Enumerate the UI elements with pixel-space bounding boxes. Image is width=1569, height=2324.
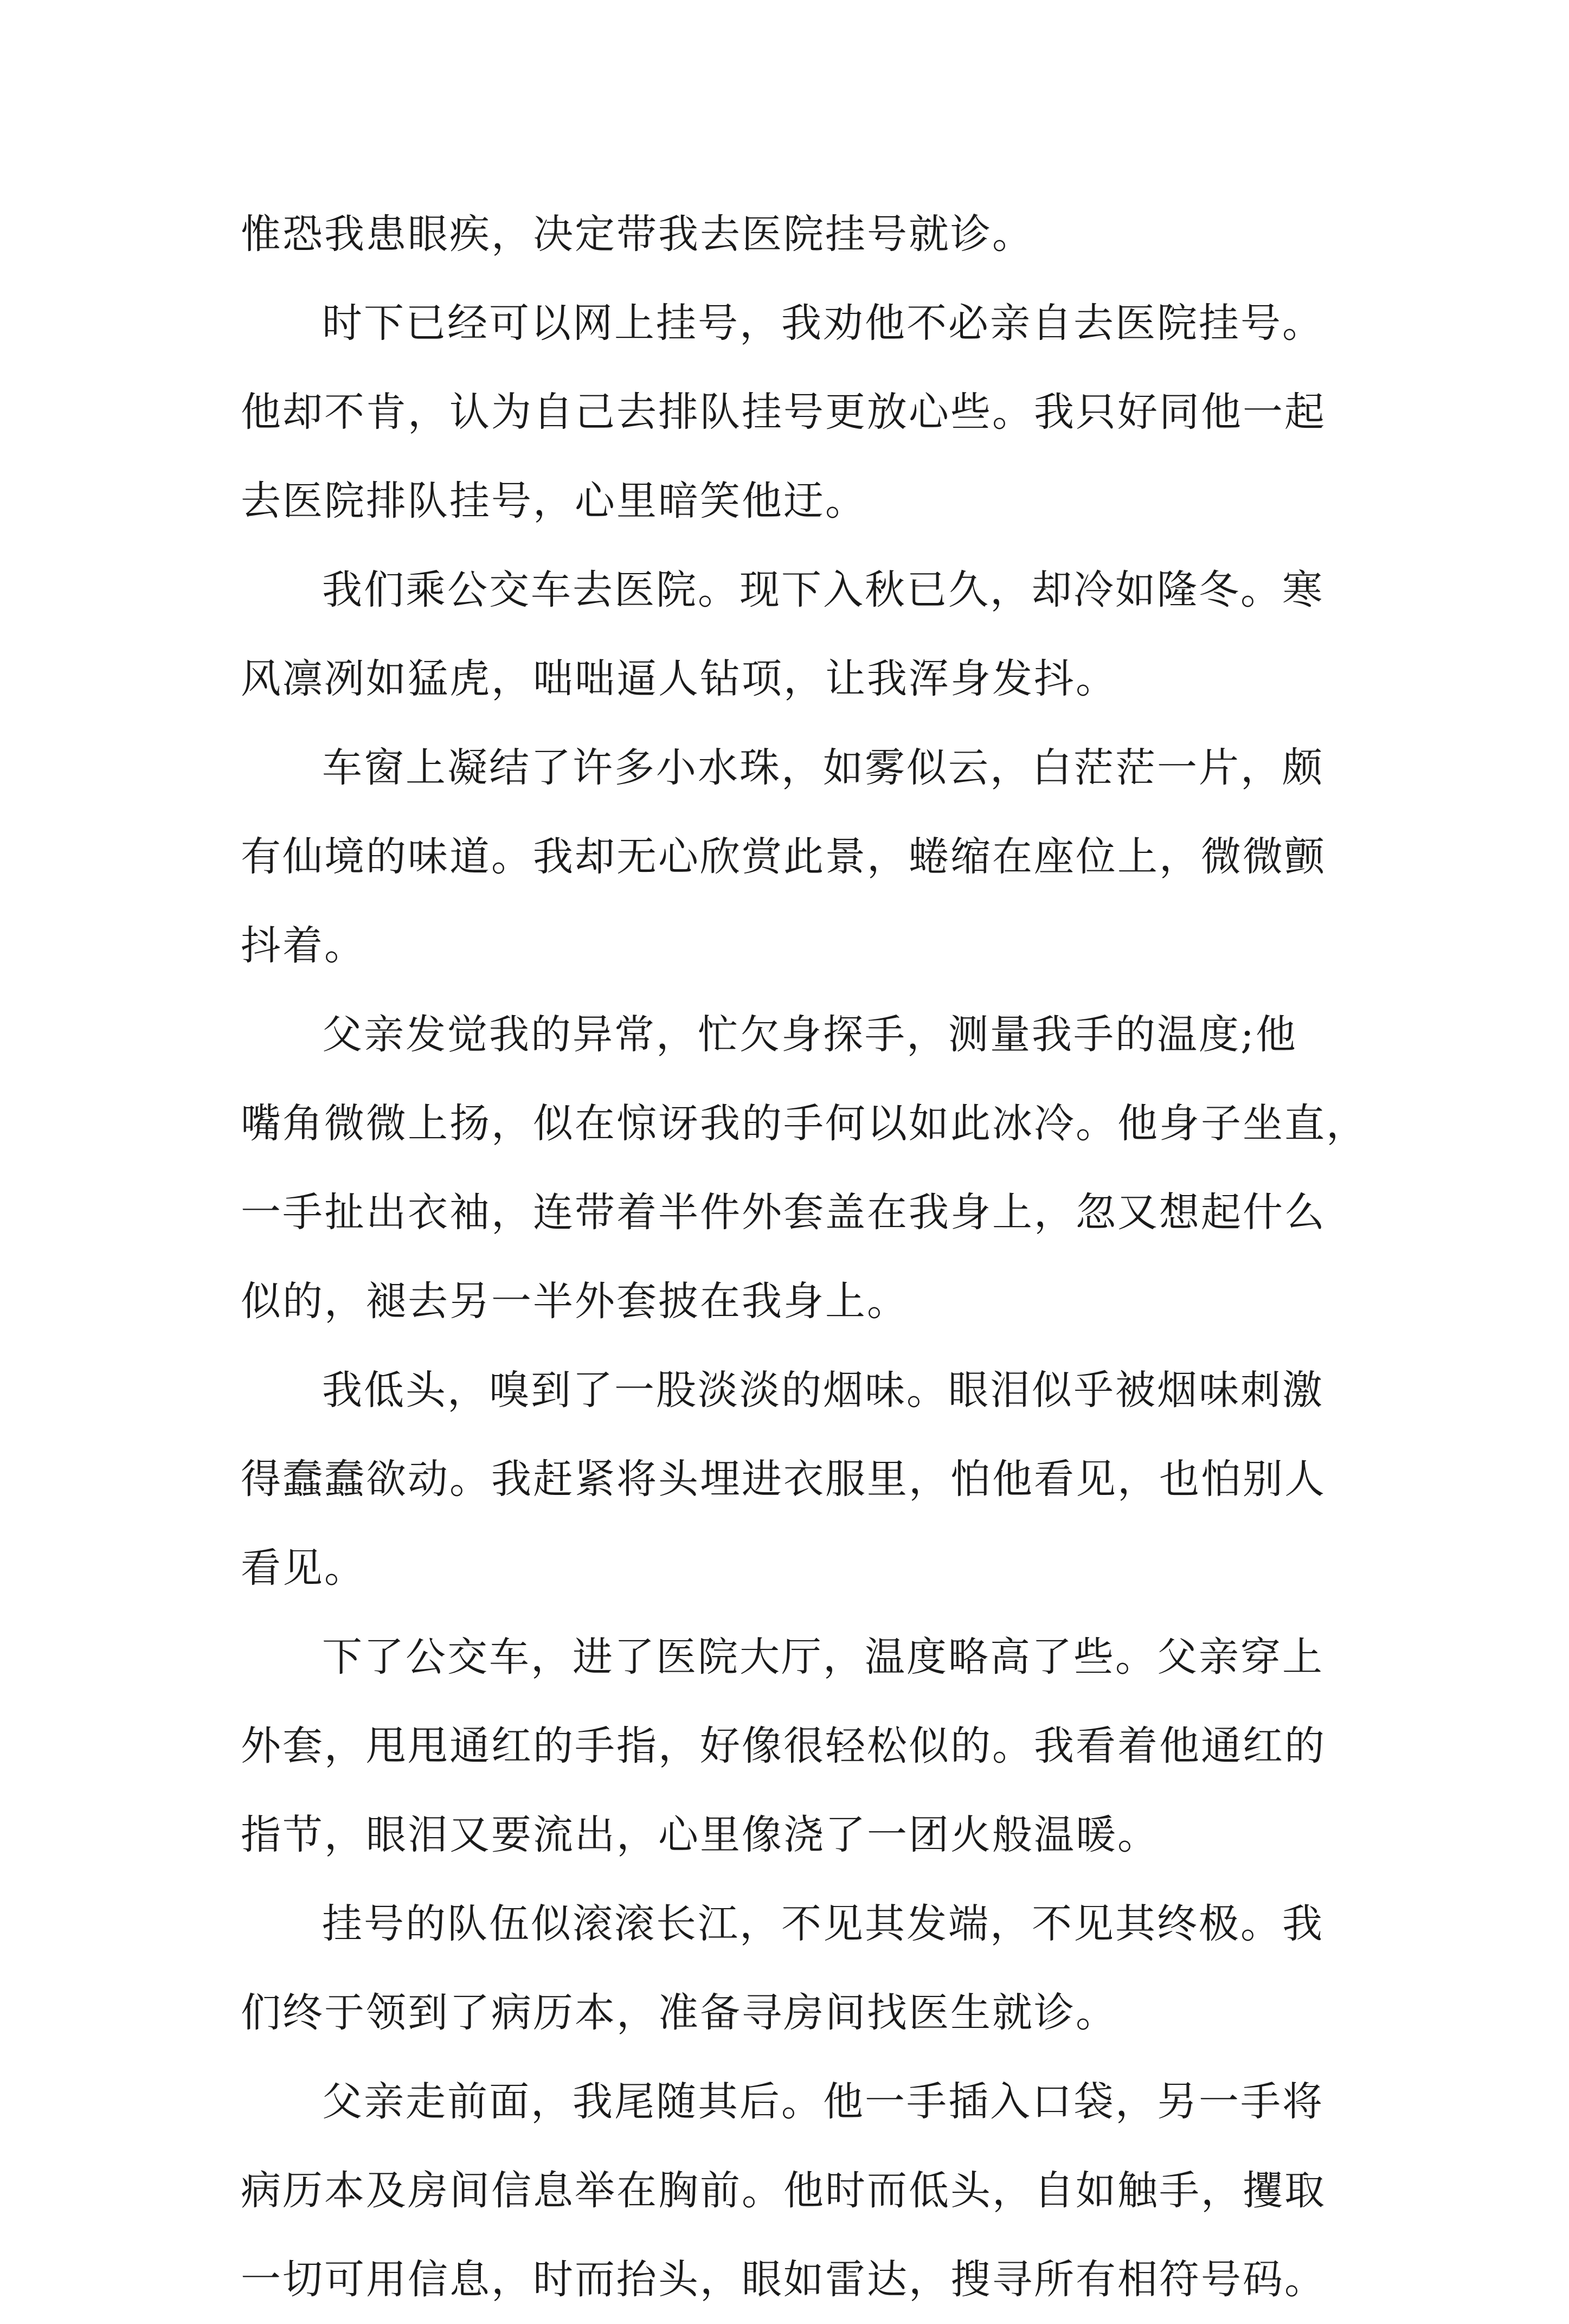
body-text xyxy=(241,190,1374,2324)
text-line: 父亲走前面，我尾随其后。他一手插入口袋，另一手将 xyxy=(322,2078,1324,2125)
text-line: 似的，褪去另一半外套披在我身上。 xyxy=(241,1278,909,1325)
text-line: 抖着。 xyxy=(241,922,366,969)
text-line: 惟恐我患眼疾，决定带我去医院挂号就诊。 xyxy=(241,211,1034,258)
text-line: 得蠢蠢欲动。我赶紧将头埋进衣服里，怕他看见，也怕别人 xyxy=(241,1456,1326,1503)
text-line: 他却不肯，认为自己去排队挂号更放心些。我只好同他一起 xyxy=(241,389,1326,435)
text-line: 时下已经可以网上挂号，我劝他不必亲自去医院挂号。 xyxy=(322,300,1324,346)
text-line: 我低头，嗅到了一股淡淡的烟味。眼泪似乎被烟味刺激 xyxy=(322,1367,1324,1414)
text-line: 我们乘公交车去医院。现下入秋已久，却冷如隆冬。寒 xyxy=(322,567,1324,613)
text-line: 嘴角微微上扬，似在惊讶我的手何以如此冰冷。他身子坐直， xyxy=(241,1100,1368,1147)
text-line: 指节，眼泪又要流出，心里像浇了一团火般温暖。 xyxy=(241,1812,1159,1858)
text-line: 们终于领到了病历本，准备寻房间找医生就诊。 xyxy=(241,1989,1117,2036)
text-line: 父亲发觉我的异常，忙欠身探手，测量我手的温度;他 xyxy=(322,1011,1297,1058)
text-line: 一切可用信息，时而抬头，眼如雷达，搜寻所有相符号码。 xyxy=(241,2256,1326,2303)
text-line: 有仙境的味道。我却无心欣赏此景，蜷缩在座位上，微微颤 xyxy=(241,833,1326,880)
text-line: 风凛冽如猛虎，咄咄逼人钻项，让我浑身发抖。 xyxy=(241,656,1117,702)
text-line: 挂号的队伍似滚滚长江，不见其发端，不见其终极。我 xyxy=(322,1901,1324,1947)
text-line: 一手扯出衣袖，连带着半件外套盖在我身上，忽又想起什么 xyxy=(241,1189,1326,1236)
text-line: 去医院排队挂号，心里暗笑他迂。 xyxy=(241,478,867,524)
text-line: 车窗上凝结了许多小水珠，如雾似云，白茫茫一片，颇 xyxy=(322,744,1324,791)
text-line: 病历本及房间信息举在胸前。他时而低头，自如触手，攫取 xyxy=(241,2167,1326,2214)
text-line: 下了公交车，进了医院大厅，温度略高了些。父亲穿上 xyxy=(322,1634,1324,1680)
text-line: 外套，甩甩通红的手指，好像很轻松似的。我看着他通红的 xyxy=(241,1723,1326,1769)
text-line: 看见。 xyxy=(241,1545,366,1591)
